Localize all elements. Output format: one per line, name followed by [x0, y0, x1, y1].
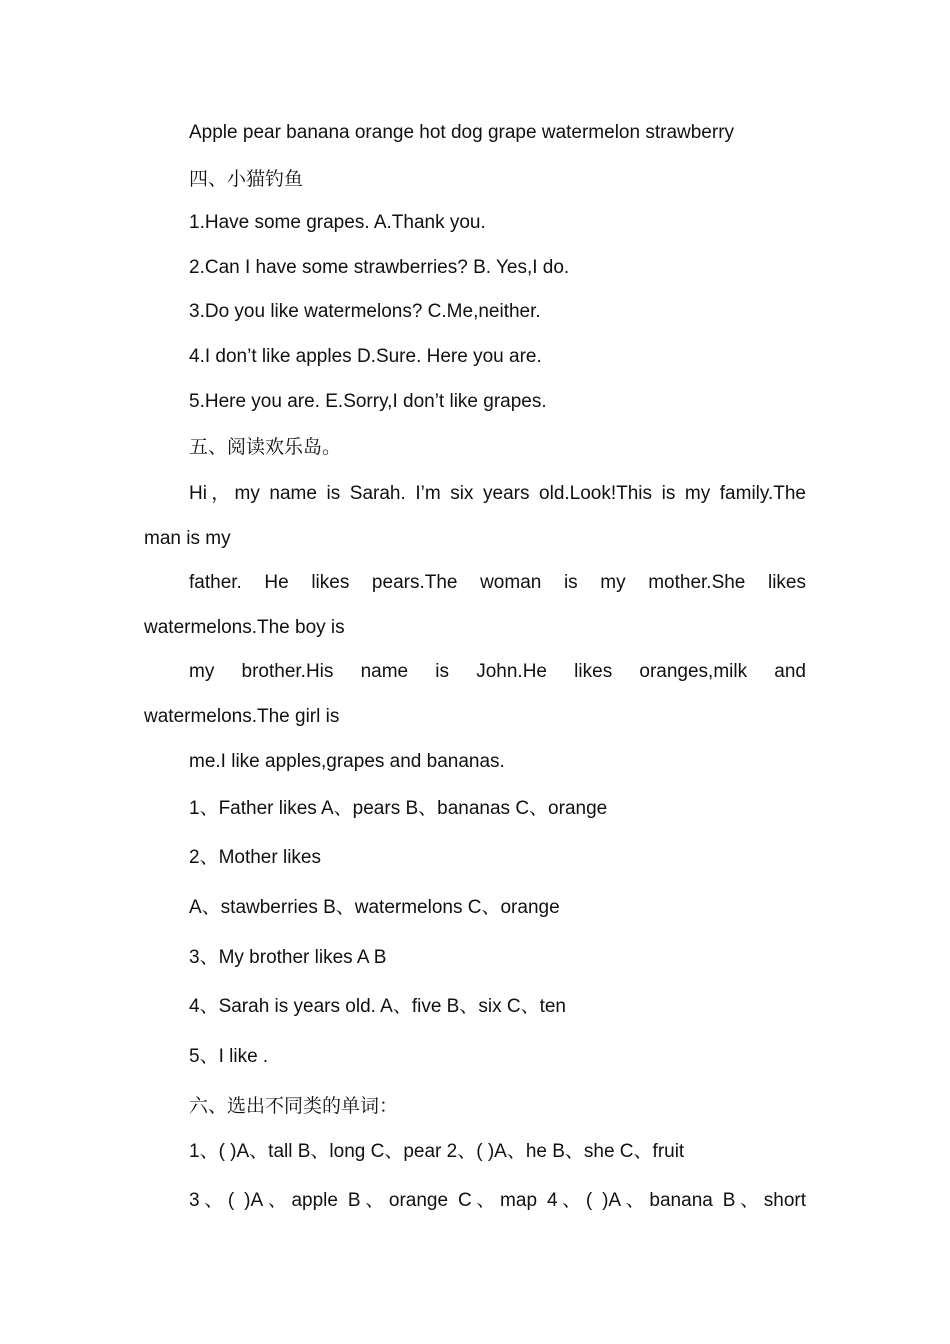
question-5: 5、I like . [189, 1046, 269, 1067]
section-heading-4: 四、小猫钓鱼 [189, 168, 304, 190]
passage-line: man is my [144, 528, 231, 549]
odd-one-out-line-1: 1、( )A、tall B、long C、pear 2、( )A、he B、she C、fruit [189, 1141, 685, 1162]
matching-item-2: 2.Can I have some strawberries? B. Yes,I do. [189, 257, 570, 278]
passage-line: watermelons.The girl is [144, 706, 340, 727]
question-1: 1、Father likes A、pears B、bananas C、orange [189, 798, 608, 819]
question-2: 2、Mother likes [189, 847, 321, 868]
passage-line: father. He likes pears.The woman is my mother.She likes [189, 572, 806, 593]
passage-line: Hi，my name is Sarah. I’m six years old.Look!This is my family.The [189, 483, 806, 504]
passage-line: me.I like apples,grapes and bananas. [189, 751, 505, 772]
question-3: 3、My brother likes A B [189, 947, 387, 968]
odd-one-out-line-2: 3、( )A、apple B、orange C、map 4、( )A、banana B、short [189, 1190, 806, 1211]
word-list-line: Apple pear banana orange hot dog grape watermelon strawberry [189, 122, 735, 143]
section-heading-5: 五、阅读欢乐岛。 [189, 436, 342, 458]
matching-item-4: 4.I don’t like apples D.Sure. Here you are. [189, 346, 542, 367]
matching-item-3: 3.Do you like watermelons? C.Me,neither. [189, 301, 541, 322]
passage-line: watermelons.The boy is [144, 617, 345, 638]
section-heading-6: 六、选出不同类的单词： [189, 1095, 399, 1117]
question-4: 4、Sarah is years old. A、five B、six C、ten [189, 996, 566, 1017]
matching-item-5: 5.Here you are. E.Sorry,I don’t like grapes. [189, 391, 547, 412]
passage-line: my brother.His name is John.He likes oranges,milk and [189, 661, 806, 682]
matching-item-1: 1.Have some grapes. A.Thank you. [189, 212, 486, 233]
question-2-options: A、stawberries B、watermelons C、orange [189, 897, 560, 918]
